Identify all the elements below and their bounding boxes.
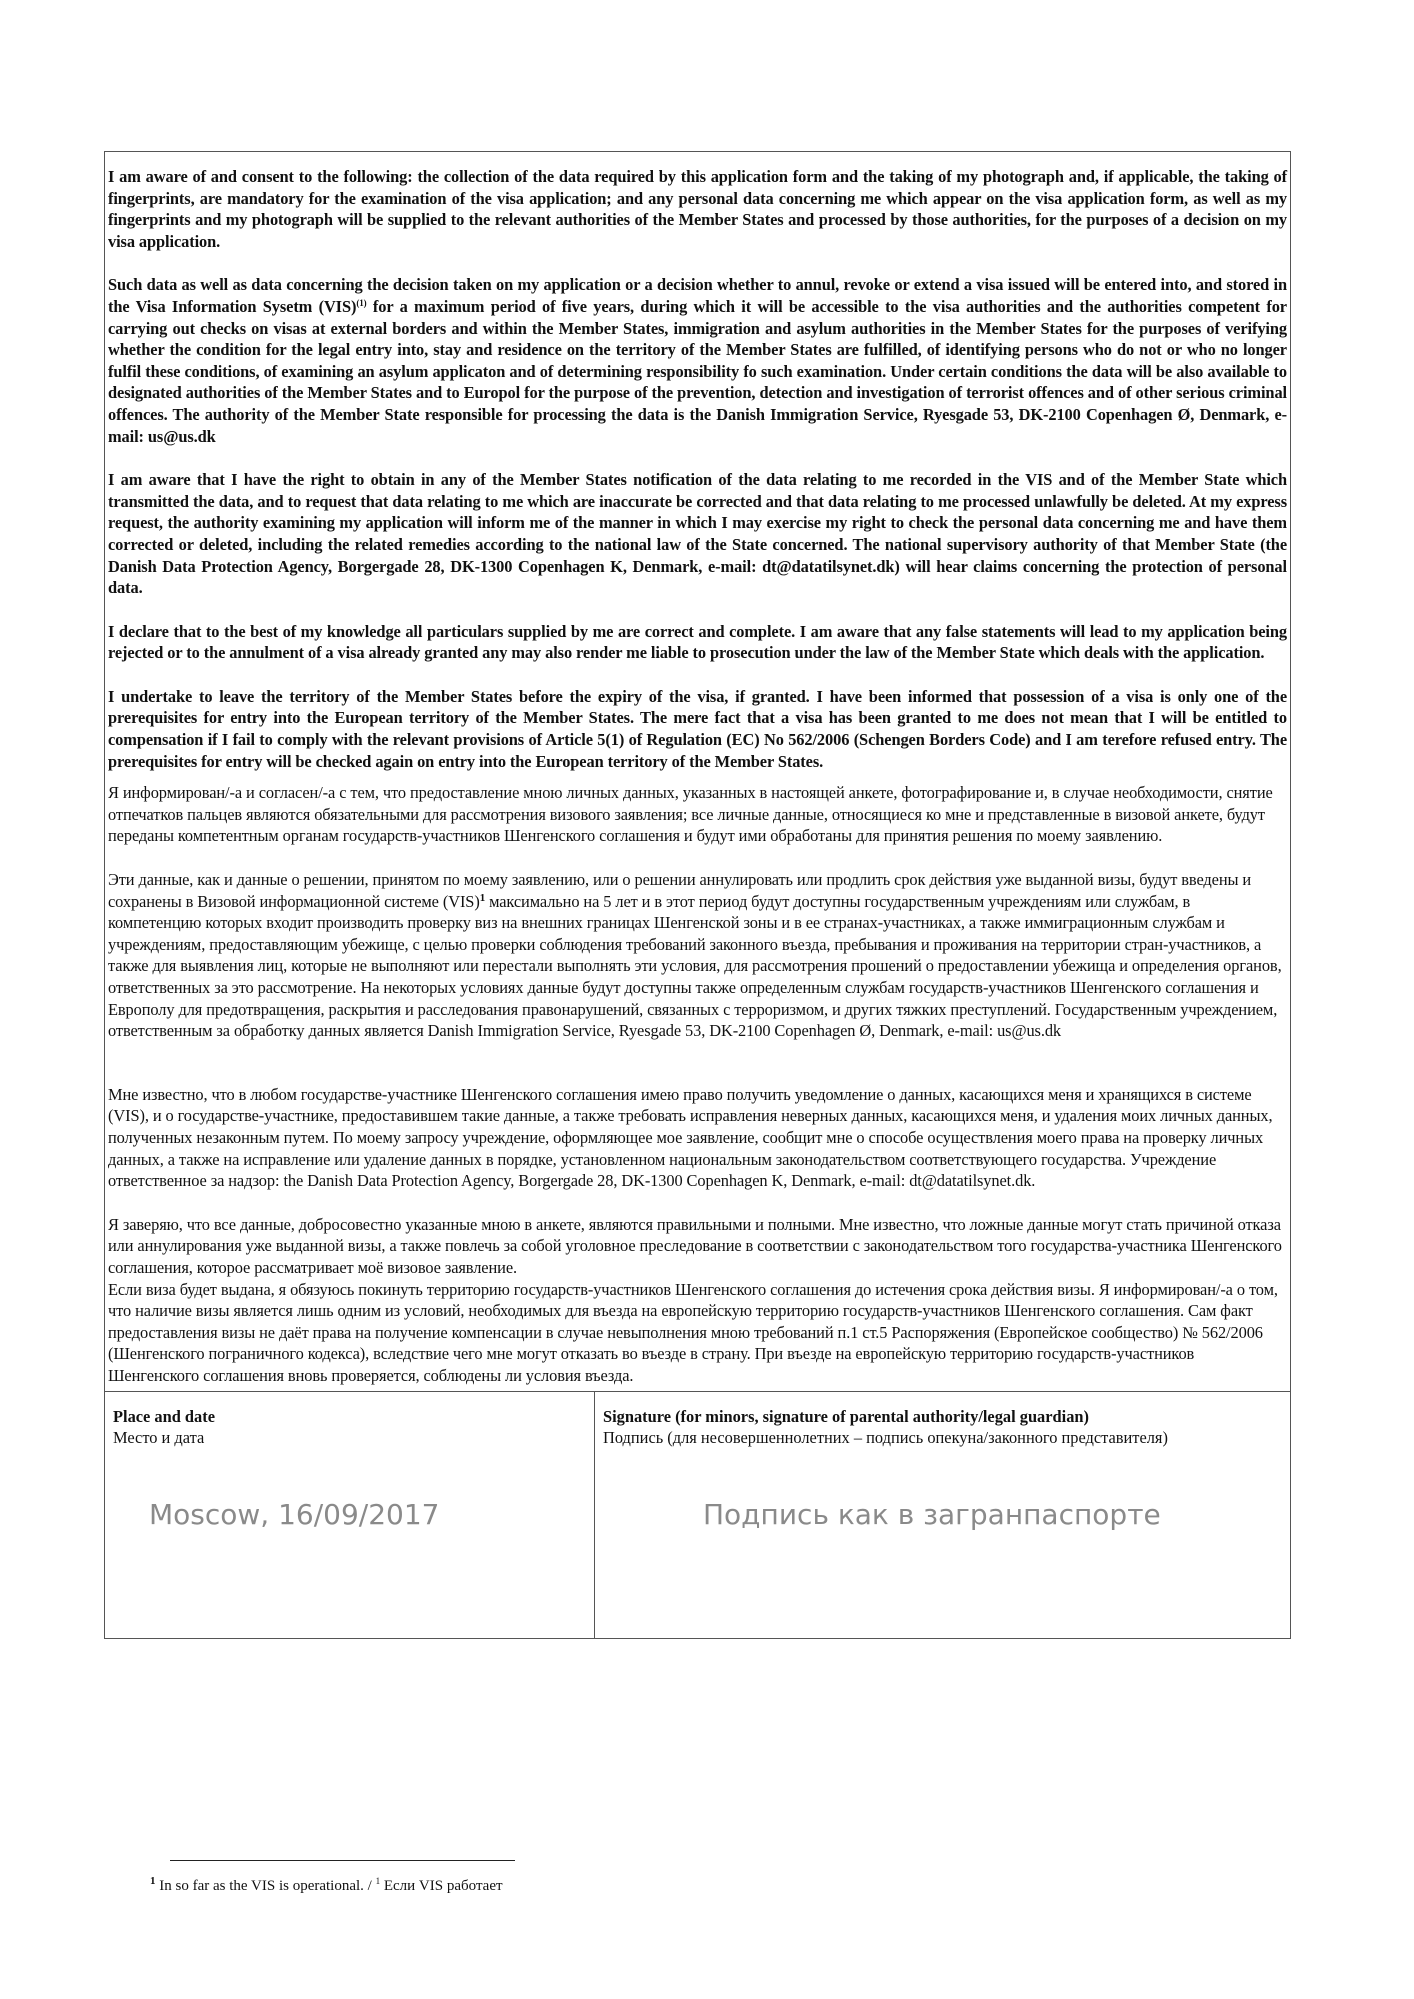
- consent-russian: [108, 782, 1287, 1386]
- footnote-divider: [170, 1860, 515, 1861]
- consent-en-paragraph-4: I declare that to the best of my knowledge all particulars supplied by me are correct and complete. I am aware that any false statements will lead to my application being rejected or to the annulment of a visa already granted any may also render me liable to prosecution under the law of the Member State which deals with the application.: [108, 621, 1287, 663]
- signature-label-ru: Подпись (для несовершеннолетних – подпись опекуна/законного представителя): [603, 1427, 1168, 1447]
- ru-footnote-reference: 1: [479, 891, 486, 904]
- consent-ru-paragraph-2: [108, 869, 1287, 1042]
- consent-en-paragraph-5: I undertake to leave the territory of the Member States before the expiry of the visa, if granted. I have been informed that possession of a visa is only one of the prerequisites for entry into the European territory of the Member States. The mere fact that a visa has been granted to me does not mean that I will be entitled to compensation if I fail to comply with the relevant provisions of Article 5(1) of Regulation (EC) No 562/2006 (Schengen Borders Code) and I am terefore refused entry. The prerequisites for entry will be checked again on entry into the European territory of the Member States.: [108, 686, 1287, 771]
- consent-ru-paragraph-4: Я заверяю, что все данные, добросовестно указанные мною в анкете, являются правильными и полными. Мне известно, что ложные данные могут стать причиной отказа или аннулирования уже выданной визы, а также повлечь за собой уголовное преследование в соответствии с законодательством того государства-участника Шенгенского соглашения, которое рассматривает моё визовое заявление.: [108, 1214, 1282, 1277]
- consent-ru-paragraph-1: Я информирован/-а и согласен/-а с тем, что предоставление мною личных данных, указанных в настоящей анкете, фотографирование и, в случае необходимости, снятие отпечатков пальцев являются обязательными для рассмотрения визового заявления; все личные данные, относящиеся ко мне и представленные в визовой анкете, будут переданы компетентным органам государств-участников Шенгенского соглашения и будут ими обработаны для принятия решения по моему заявлению.: [108, 783, 1273, 846]
- consent-en-paragraph-3: I am aware that I have the right to obtain in any of the Member States notification of the data relating to me recorded in the VIS and of the Member State which transmitted the data, and to request that data relating to me which are inaccurate be corrected and that data relating to me processed unlawfully be deleted. At my express request, the authority examining my application will inform me of the manner in which I may exercise my right to check the personal data concerning me and have them corrected or deleted, including the related remedies according to the national law of the State concerned. The national supervisory authority of that Member State (the Danish Data Protection Agency, Borgergade 28, DK-1300 Copenhagen K, Denmark, e-mail: dt@datatilsynet.dk) will hear claims concerning the protection of personal data.: [108, 470, 1287, 598]
- place-date-label-en: Place and date: [113, 1406, 215, 1426]
- footnote-mark-ru: 1: [375, 1876, 381, 1886]
- signature-cell[interactable]: [595, 1392, 1290, 1638]
- consent-text: [105, 152, 1290, 1391]
- consent-ru-paragraph-2-part-1: Эти данные, как и данные о решении, принятом по моему заявлению, или о решении аннулировать или продлить срок действия уже выданной визы, будут введены и сохранены в Визовой информационной системе (VIS): [108, 870, 1252, 911]
- consent-ru-paragraph-5: Если виза будет выдана, я обязуюсь покинуть территорию государств-участников Шенгенского соглашения до истечения срока действия визы. Я информирован/-а о том, что наличие визы является лишь одним из условий, необходимых для въезда на европейскую территорию государств-участников Шенгенского соглашения. Сам факт предоставления визы не даёт права на получение компенсации в случае невыполнения мною требований п.1 ст.5 Распоряжения (Европейское сообщество) № 562/2006 (Шенгенского пограничного кодекса), вследствие чего мне могут отказать во въезде в страну. При въезде на европейскую территорию государств-участников Шенгенского соглашения вновь проверяется, соблюдены ли условия въезда.: [108, 1279, 1278, 1385]
- consent-ru-paragraph-2-part-2: максимально на 5 лет и в этот период будут доступны государственным учреждениям или службам, в компетенцию которых входит производить проверку виз на внешних границах Шенгенской зоны и в ее странах-участниках, а также иммиграционным службам и учреждениям, предоставляющим убежище, с целью проверки соблюдения требований законного въезда, пребывания и проживания на территории стран-участников, а также для выявления лиц, которые не выполняют или перестали выполнять эти условия, для рассмотрения прошений о предоставлении убежища и определения органов, ответственных за это рассмотрение. На некоторых условиях данные будут доступны также определенным службам государств-участников Шенгенского соглашения и Европолу для предотвращения, раскрытия и расследования правонарушений, связанных с терроризмом, и других тяжких преступлений. Государственным учреждением, ответственным за обработку данных является Danish Immigration Service, Ryesgade 53, DK-2100 Copenhagen Ø, Denmark, e-mail: us@us.dk: [108, 891, 1282, 1041]
- vis-footnote-reference: (1): [356, 297, 367, 308]
- signature-value[interactable]: Подпись как в загранпаспорте: [703, 1497, 1161, 1531]
- consent-english: [108, 166, 1287, 772]
- footnote-mark-en: 1: [150, 1875, 156, 1887]
- signature-row: [105, 1391, 1290, 1638]
- consent-en-paragraph-2-part-2: for a maximum period of five years, during which it will be accessible to the visa authorities and the authorities competent for carrying out checks on visas at external borders and within the Member States, immigration and asylum authorities in the Member States for the purposes of verifying whether the condition for the legal entry into, stay and residence on the territory of the Member States are fulfilled, of identifying persons who do not or who no longer fulfil these conditions, of examining an asylum applicaton and of determining responsibility fo such examination. Under certain conditions the data will be also available to designated authorities of the Member States and to Europol for the purpose of the prevention, detection and investigation of terrorist offences and of other serious criminal offences. The authority of the Member State responsible for processing the data is the Danish Immigration Service, Ryesgade 53, DK-2100 Copenhagen Ø, Denmark, e-mail: us@us.dk: [108, 296, 1287, 446]
- place-date-value[interactable]: Moscow, 16/09/2017: [149, 1497, 440, 1531]
- footnote-text-en: In so far as the VIS is operational. /: [155, 1878, 376, 1894]
- consent-form-frame: [104, 151, 1291, 1639]
- signature-label-en: Signature (for minors, signature of parental authority/legal guardian): [603, 1406, 1089, 1426]
- consent-en-paragraph-1: I am aware of and consent to the following: the collection of the data required by this application form and the taking of my photograph and, if applicable, the taking of fingerprints, are mandatory for the examination of the visa application; and any personal data concerning me which appear on the visa application form, as well as my fingerprints and my photograph will be supplied to the relevant authorities of the Member States and processed by those authorities, for the purposes of a decision on my visa application.: [108, 167, 1287, 251]
- place-date-cell[interactable]: [105, 1392, 595, 1638]
- consent-ru-paragraph-3: Мне известно, что в любом государстве-участнике Шенгенского соглашения имею право получить уведомление о данных, касающихся меня и хранящихся в системе (VIS), и о государстве-участнике, предоставившем такие данные, а также требовать исправления неверных данных, касающихся меня, и удаления моих личных данных, полученных незаконным путем. По моему запросу учреждение, оформляющее мое заявление, сообщит мне о способе осуществления моего права на проверку личных данных, а также на исправление или удаление данных в порядке, установленном национальным законодательством соответствующего государства. Учреждение ответственное за надзор: the Danish Data Protection Agency, Borgergade 28, DK-1300 Copenhagen K, Denmark, e-mail: dt@datatilsynet.dk.: [108, 1084, 1273, 1191]
- consent-en-paragraph-2-part-1: Such data as well as data concerning the decision taken on my application or a decision whether to annul, revoke or extend a visa issued will be entered into, and stored in the Visa Information Sysetm (VIS): [108, 275, 1287, 316]
- footnote: [150, 1875, 503, 1895]
- place-date-label-ru: Место и дата: [113, 1427, 205, 1447]
- footnote-text-ru: Если VIS работает: [380, 1878, 503, 1894]
- consent-en-paragraph-2: [108, 274, 1287, 447]
